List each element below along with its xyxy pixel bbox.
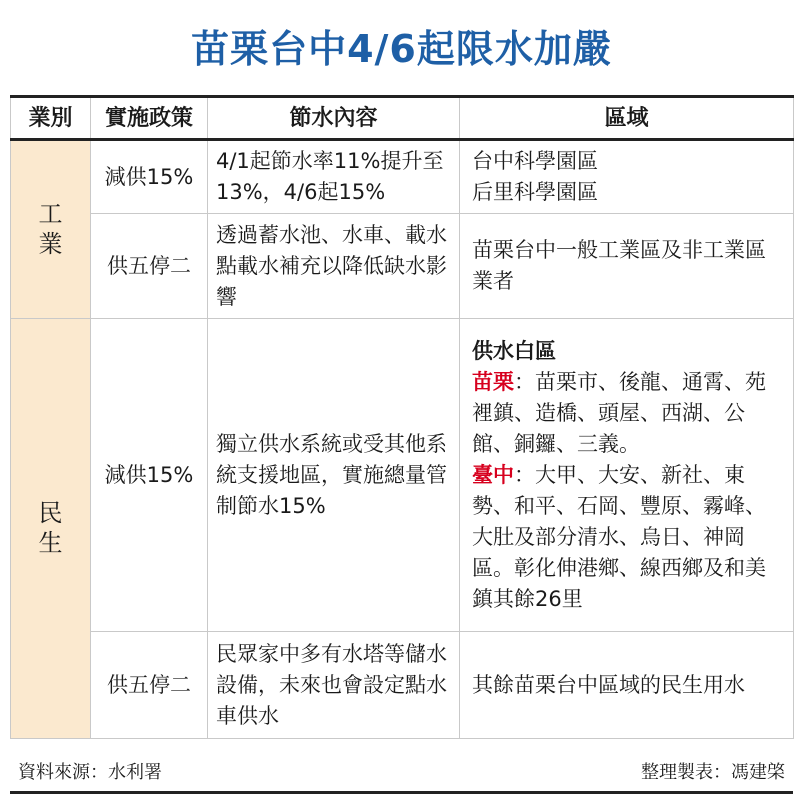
taichung-areas: ：大甲、大安、新社、東勢、和平、石岡、豐原、霧峰、大肚及部分清水、烏日、神岡區。彰化伸港鄉、線西鄉及和美鎮其餘26里: [472, 462, 766, 611]
miaoli-areas: ：苗栗市、後龍、通霄、苑裡鎮、造橋、頭屋、西湖、公館、銅鑼、三義。: [472, 369, 766, 456]
policy-cell: 減供15%: [91, 319, 208, 632]
region-cell: 苗栗台中一般工業區及非工業區業者: [460, 214, 794, 319]
policy-cell: 供五停二: [91, 632, 208, 739]
category-industry-cell: [11, 140, 91, 319]
header-region: 區域: [460, 97, 794, 140]
region-line: 后里科學園區: [472, 180, 598, 204]
header-policy: 實施政策: [91, 97, 208, 140]
table-header-row: [11, 97, 794, 140]
header-content: 節水內容: [208, 97, 460, 140]
taichung-region-text: [472, 460, 781, 615]
table-row: [11, 319, 794, 632]
region-cell: 其餘苗栗台中區域的民生用水: [460, 632, 794, 739]
category-residential-cell: [11, 319, 91, 739]
footer: [10, 755, 793, 794]
region-line: 台中科學園區: [472, 149, 598, 173]
miaoli-label: 苗栗: [472, 369, 514, 394]
table-row: [11, 140, 794, 214]
policy-cell: 減供15%: [91, 140, 208, 214]
miaoli-region-text: [472, 367, 781, 460]
page-title: 苗栗台中4/6起限水加嚴: [191, 27, 612, 71]
header-industry: 業別: [11, 97, 91, 140]
table-row: [11, 214, 794, 319]
maker-credit: 整理製表：馮建棨: [641, 762, 785, 783]
region-heading: 供水白區: [472, 338, 556, 363]
source-credit: 資料來源：水利署: [18, 762, 162, 783]
table-row: [11, 632, 794, 739]
category-industry-label: 工業: [38, 199, 63, 258]
content-cell: 4/1起節水率11%提升至13%，4/6起15%: [208, 140, 460, 214]
content-cell: 獨立供水系統或受其他系統支援地區，實施總量管制節水15%: [208, 319, 460, 632]
region-cell: [460, 319, 794, 632]
taichung-label: 臺中: [472, 462, 514, 487]
content-cell: 民眾家中多有水塔等儲水設備，未來也會設定點水車供水: [208, 632, 460, 739]
policy-cell: 供五停二: [91, 214, 208, 319]
content-cell: 透過蓄水池、水車、載水點載水補充以降低缺水影響: [208, 214, 460, 319]
category-residential-label: 民生: [38, 498, 63, 557]
region-cell: [460, 140, 794, 214]
water-restriction-table: [10, 95, 794, 739]
